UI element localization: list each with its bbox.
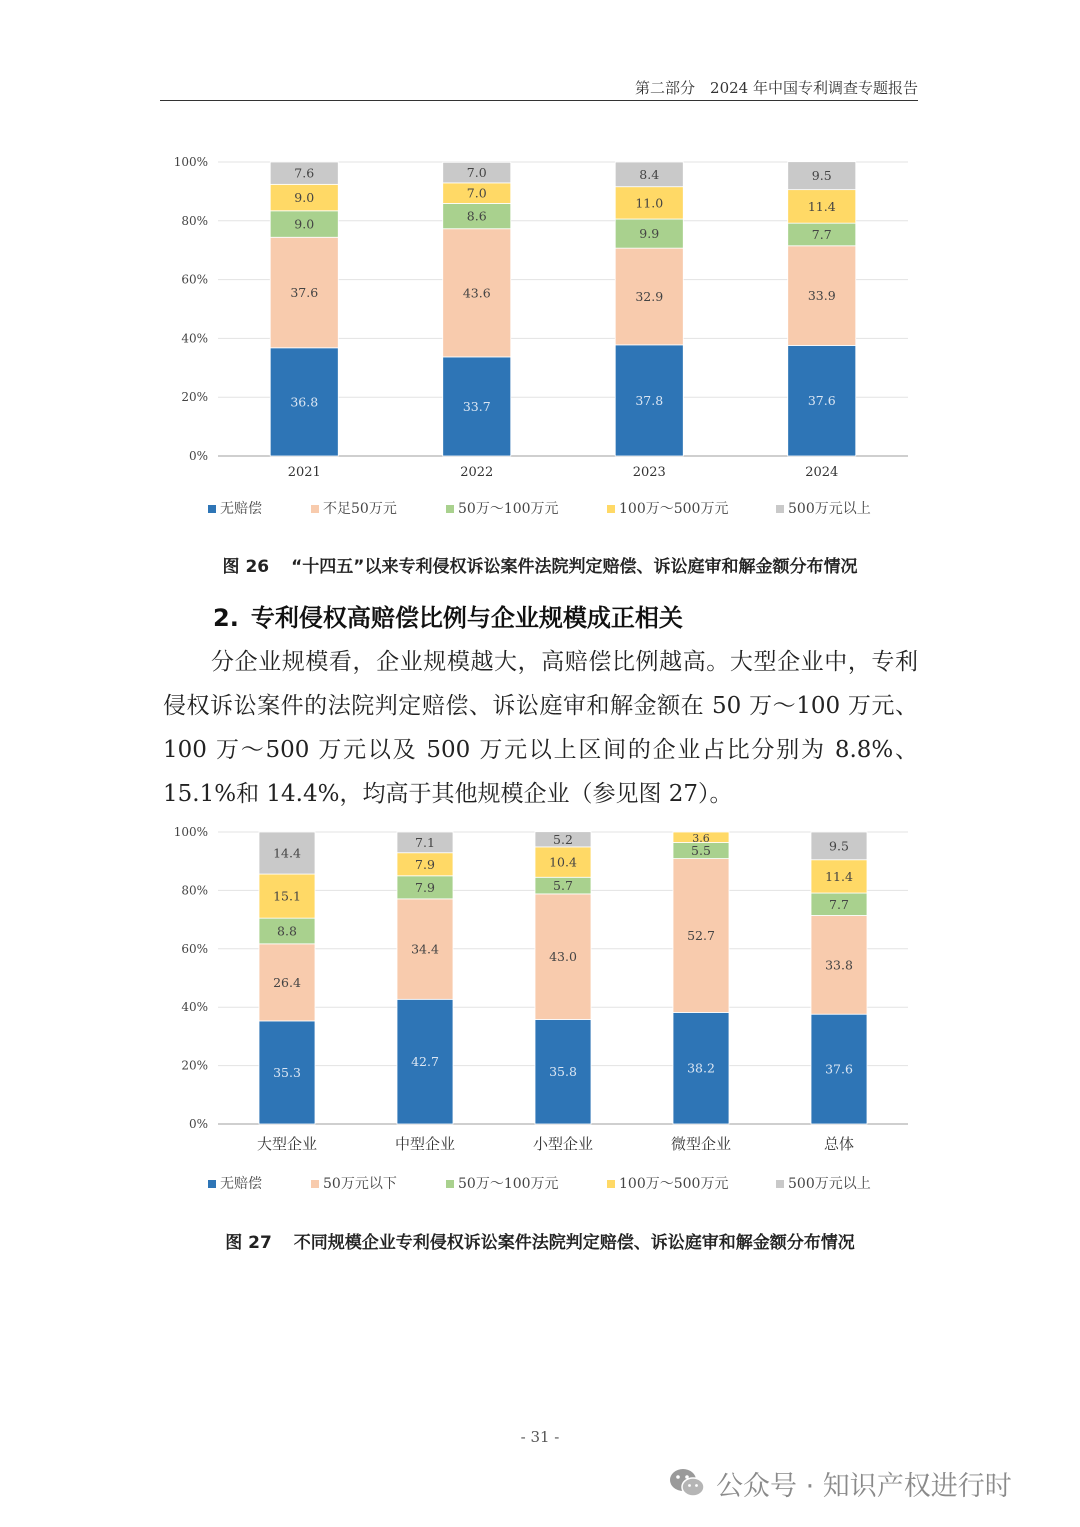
- legend-swatch: [776, 505, 784, 513]
- data-label: 7.6: [294, 165, 315, 181]
- data-label: 37.6: [825, 1061, 853, 1077]
- legend-swatch: [776, 1180, 784, 1188]
- figure-26-number: 图 26: [222, 557, 270, 577]
- header-text: 第二部分 2024 年中国专利调查专题报告: [635, 79, 918, 97]
- figure-27-number: 图 27: [225, 1233, 272, 1253]
- legend-swatch: [208, 1180, 216, 1188]
- y-tick-label: 40%: [181, 1000, 208, 1015]
- section-heading: [213, 598, 683, 633]
- data-label: 37.8: [635, 392, 664, 408]
- data-label: 7.0: [466, 165, 487, 181]
- chart-fig27: [0, 815, 1080, 1215]
- data-label: 33.7: [462, 398, 491, 414]
- section-number: 2.: [213, 604, 239, 632]
- data-label: 9.5: [829, 838, 849, 854]
- data-label: 43.6: [462, 285, 491, 301]
- data-label: 36.8: [290, 394, 319, 410]
- data-label: 34.4: [411, 941, 439, 957]
- legend-label: 100万～500万元: [619, 1176, 729, 1192]
- y-tick-label: 100%: [173, 825, 208, 839]
- data-label: 9.0: [294, 216, 315, 232]
- legend-label: 500万元以上: [788, 1176, 871, 1192]
- legend-label: 100万～500万元: [619, 501, 729, 517]
- data-label: 15.1: [273, 888, 301, 904]
- section-title: 专利侵权高赔偿比例与企业规模成正相关: [250, 604, 683, 632]
- legend-label: 不足50万元: [323, 501, 397, 517]
- legend-swatch: [311, 1180, 319, 1188]
- data-label: 35.8: [549, 1064, 577, 1080]
- data-label: 35.3: [273, 1064, 301, 1080]
- legend-label: 无赔偿: [220, 1176, 262, 1192]
- data-label: 8.8: [277, 923, 297, 939]
- data-label: 10.4: [549, 854, 577, 870]
- data-label: 11.4: [825, 868, 853, 884]
- y-tick-label: 20%: [181, 390, 208, 405]
- data-label: 7.1: [415, 834, 435, 850]
- y-tick-label: 0%: [188, 1117, 208, 1131]
- data-label: 33.9: [807, 288, 836, 304]
- data-label: 8.4: [639, 166, 660, 182]
- figure-27-title: 不同规模企业专利侵权诉讼案件法院判定赔偿、诉讼庭审和解金额分布情况: [293, 1233, 855, 1253]
- data-label: 5.2: [553, 831, 573, 847]
- data-label: 9.5: [811, 168, 832, 184]
- legend-label: 50万元以下: [323, 1176, 397, 1192]
- data-label: 42.7: [411, 1054, 439, 1070]
- y-tick-label: 100%: [173, 155, 208, 169]
- page-number: - 31 -: [520, 1428, 560, 1446]
- data-label: 11.0: [635, 195, 664, 211]
- y-tick-label: 20%: [181, 1058, 208, 1073]
- data-label: 38.2: [687, 1060, 715, 1076]
- data-label: 43.0: [549, 949, 577, 965]
- legend-label: 50万～100万元: [458, 1176, 559, 1192]
- x-category-label: 2023: [632, 465, 666, 480]
- data-label: 26.4: [273, 974, 301, 990]
- y-tick-label: 80%: [181, 883, 208, 898]
- legend-swatch: [446, 505, 454, 513]
- data-label: 14.4: [273, 845, 301, 861]
- data-label: 8.6: [466, 208, 487, 224]
- x-category-label: 中型企业: [394, 1135, 456, 1153]
- data-label: 37.6: [290, 285, 319, 301]
- legend-swatch: [311, 505, 319, 513]
- data-label: 3.6: [692, 831, 710, 845]
- data-label: 5.5: [691, 843, 711, 859]
- data-label: 11.4: [807, 198, 836, 214]
- x-category-label: 总体: [823, 1135, 855, 1153]
- body-paragraph: 分企业规模看，企业规模越大，高赔偿比例越高。大型企业中，专利侵权诉讼案件的法院判定赔偿、诉讼庭审和解金额在 50 万～100 万元、100 万～500 万元以及 500 万元以上区间的企业占比分别为 8.8%、15.1%和 14.4%，均高于其他规模企业（参见图 27）。: [163, 649, 918, 807]
- x-category-label: 2021: [287, 465, 321, 480]
- data-label: 33.8: [825, 957, 853, 973]
- data-label: 7.9: [415, 856, 435, 872]
- watermark-text: 公众号 · 知识产权进行时: [716, 1470, 1012, 1502]
- data-label: 37.6: [807, 393, 836, 409]
- y-tick-label: 80%: [181, 213, 208, 228]
- x-category-label: 大型企业: [256, 1135, 318, 1153]
- data-label: 7.0: [466, 185, 487, 201]
- figure-27-caption: [0, 1228, 1080, 1253]
- legend-label: 50万～100万元: [458, 501, 559, 517]
- data-label: 5.7: [553, 878, 573, 894]
- chart-fig26: [0, 140, 1080, 560]
- figure-26-caption: [0, 552, 1080, 577]
- watermark: [668, 1463, 1012, 1503]
- legend-label: 500万元以上: [788, 501, 871, 517]
- data-label: 7.7: [829, 896, 849, 912]
- data-label: 9.0: [294, 190, 315, 206]
- y-tick-label: 40%: [181, 331, 208, 346]
- x-category-label: 2024: [805, 465, 839, 480]
- data-label: 52.7: [687, 928, 715, 944]
- x-category-label: 微型企业: [670, 1135, 732, 1153]
- legend-swatch: [607, 1180, 615, 1188]
- figure-26-title: “十四五”以来专利侵权诉讼案件法院判定赔偿、诉讼庭审和解金额分布情况: [291, 557, 858, 577]
- data-label: 9.9: [639, 226, 660, 242]
- legend-swatch: [446, 1180, 454, 1188]
- legend-swatch: [607, 505, 615, 513]
- data-label: 32.9: [635, 289, 664, 305]
- data-label: 7.7: [811, 226, 832, 242]
- y-tick-label: 60%: [181, 941, 208, 956]
- x-category-label: 2022: [460, 465, 494, 480]
- data-label: 7.9: [415, 879, 435, 895]
- wechat-icon: [668, 1466, 706, 1500]
- page-header: [160, 78, 918, 101]
- x-category-label: 小型企业: [532, 1135, 594, 1153]
- y-tick-label: 0%: [188, 449, 208, 463]
- legend-label: 无赔偿: [220, 501, 262, 517]
- y-tick-label: 60%: [181, 272, 208, 287]
- legend-swatch: [208, 505, 216, 513]
